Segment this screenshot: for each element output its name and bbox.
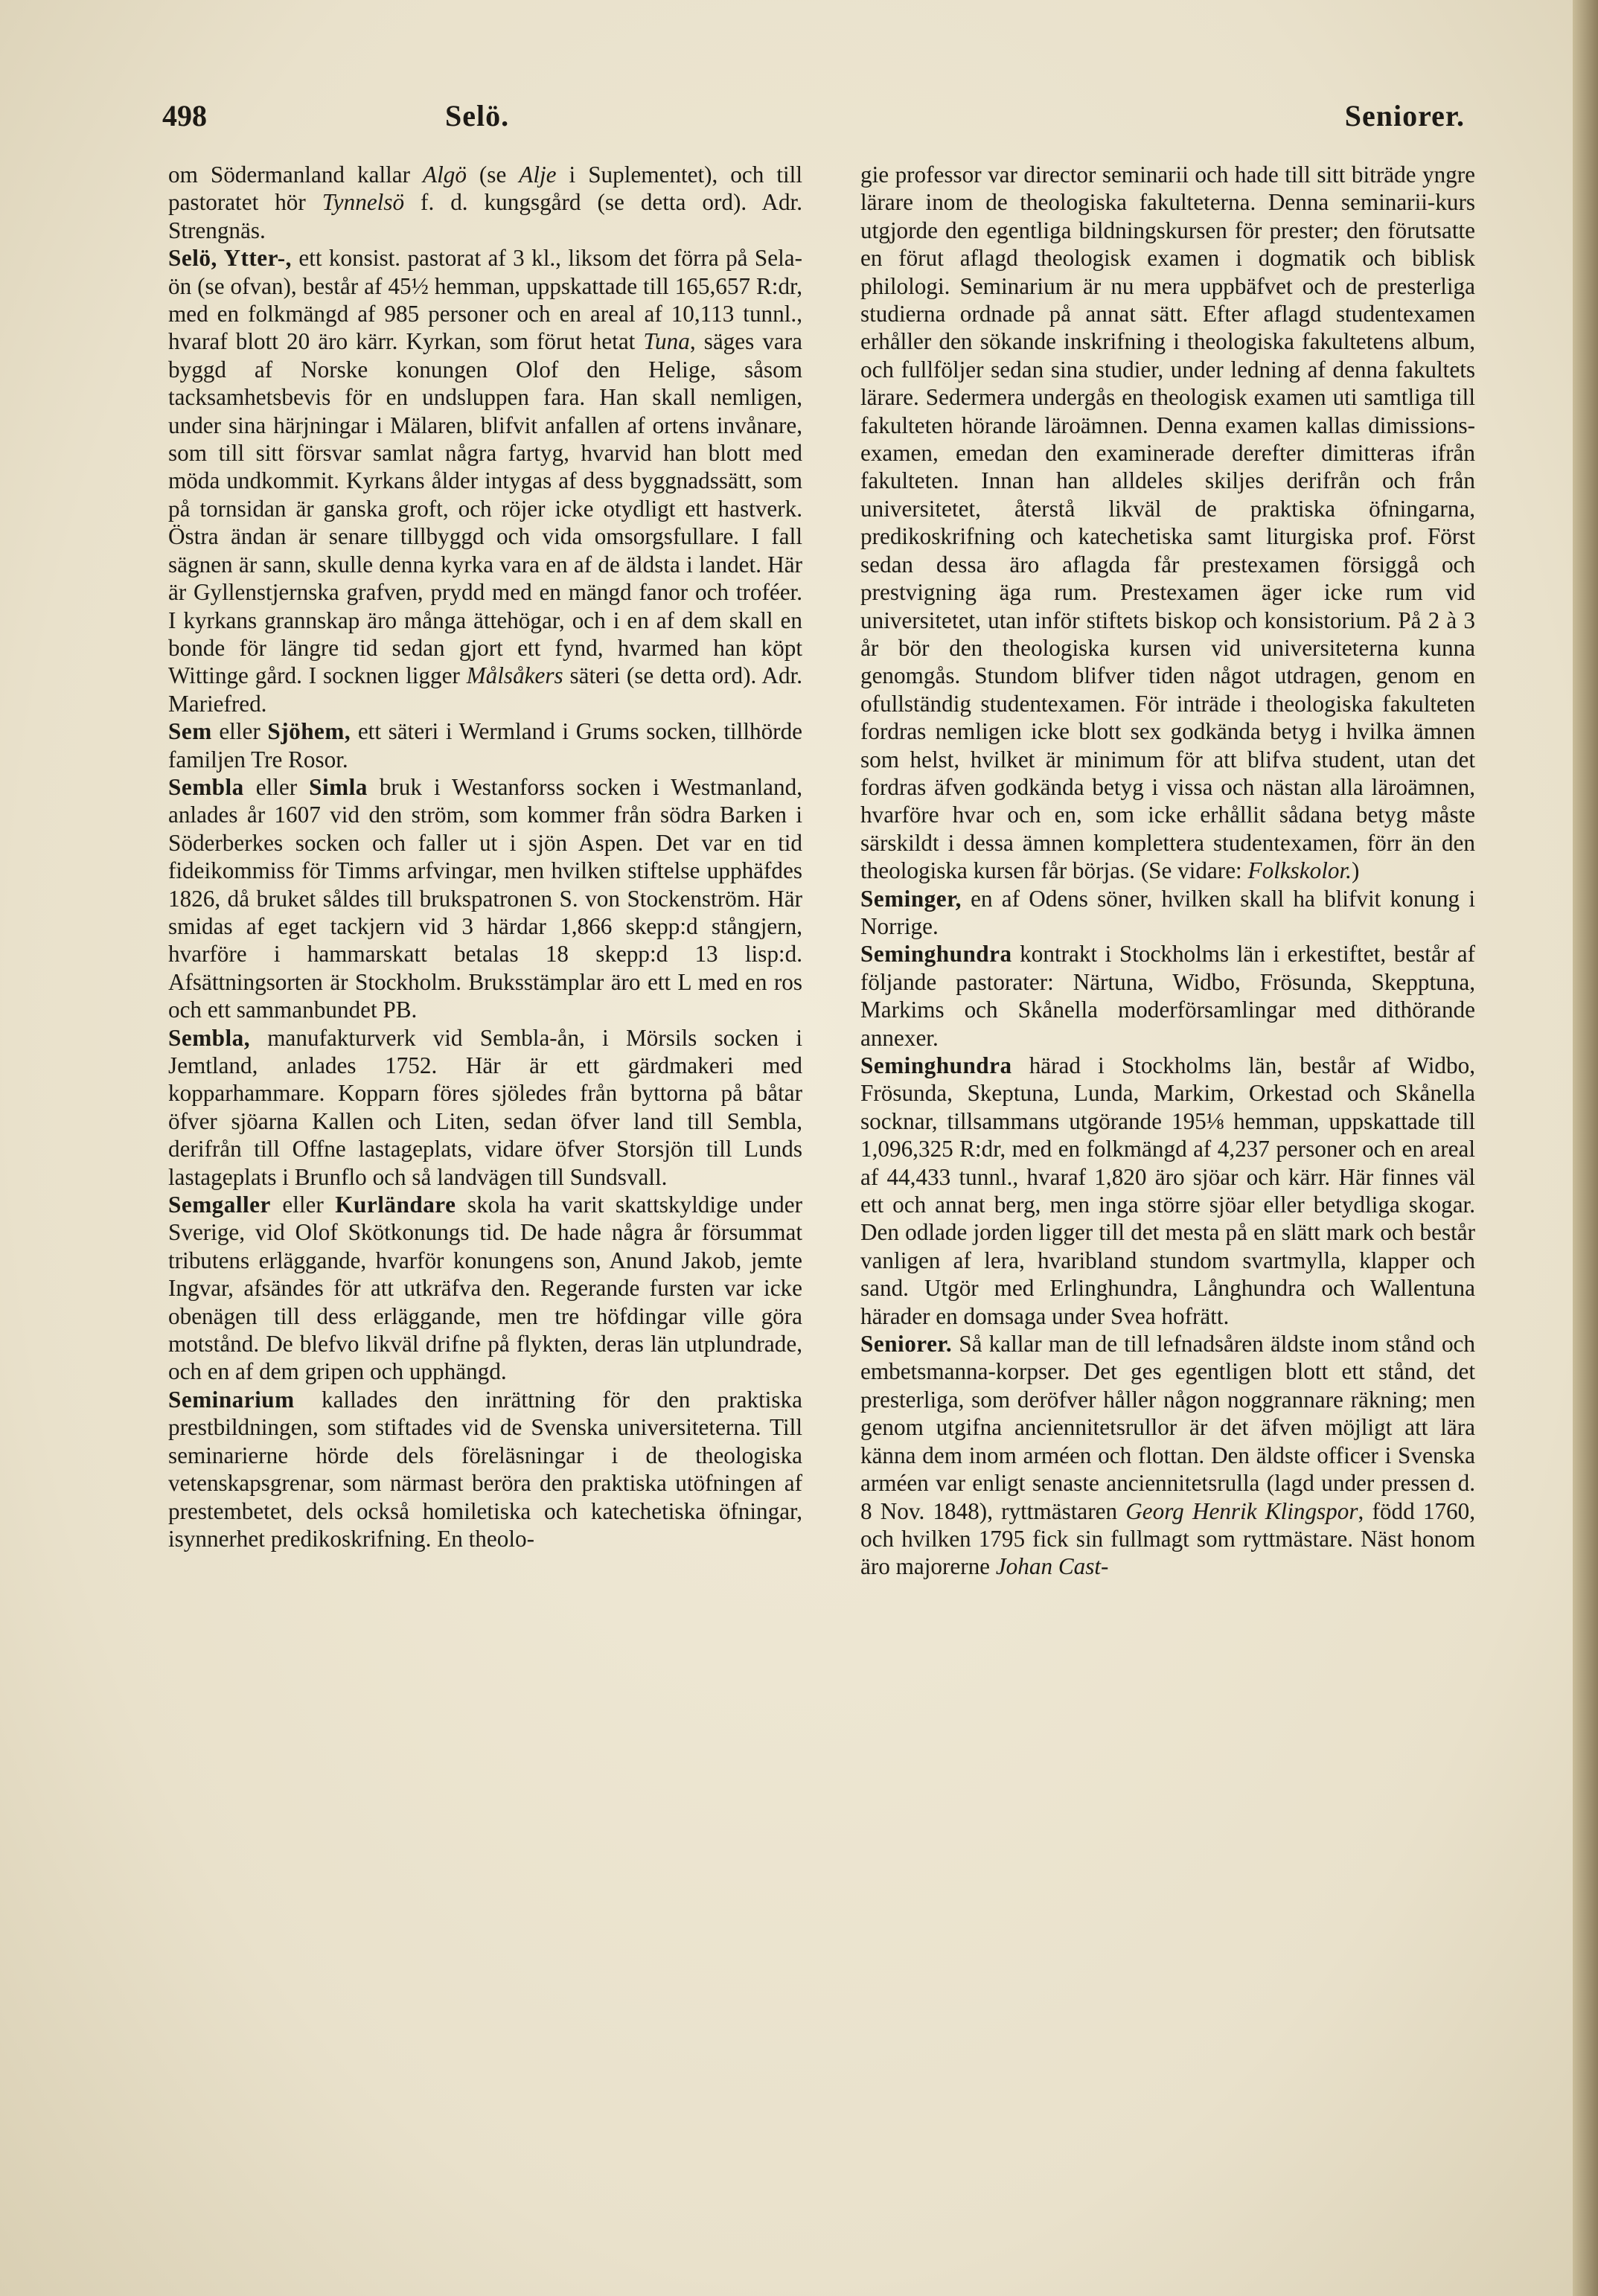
article-entry — [168, 1386, 802, 1552]
page-header — [162, 98, 1465, 143]
italic-text: Johan Cast- — [995, 1553, 1109, 1580]
entry-text: gie professor var director seminarii och hade till sitt biträde yngre lärare inom de theologiska fakulteterna. Denna seminarii-kurs utgjorde den egentliga bildningskursen för prester; den förutsatte en förut aflagd theologisk examen i dogmatik och biblisk philologi. Seminarium är nu mera uppbäfvet och de presterliga studierna ordnade på annat sätt. Efter aflagd studentexamen erhåller den sökande inskrifning i theologiska fakultetens album, och fullföljer sedan sina studier, under ledning af denna fakultets lärare. Sedermera undergås en theologisk examen uti samtliga till fakulteten hörande läroämnen. Denna examen kallas dimissions-examen, emedan den examinerade derefter dimitteras ifrån fakulteten. Innan han alldeles skiljes derifrån och från universitetet, återstå likväl de praktiska öfningarna, predikoskrifning och katechetiska samt liturgiska prof. Först sedan dessa äro aflagda får prestexamen försiggå och prestvigning äga rum. Prestexamen äger icke rum vid universitetet, utan inför stiftets biskop och konsistorium. På 2 à 3 år bör den theologiska kursen vid universiteterna kunna genomgås. Stundom blifver tiden något utdragen, genom en ofullständig studentexamen. För inträde i theologiska fakulteten fordras nemligen icke blott sex godkända betyg i hvilka ämnen som helst, hvilket är minimum för att blifva student, utan det fordras äfven godkända betyg i vissa och nästan alla läroämnen, hvarföre hvar och en, som icke erhållit sådana betyg måste särskildt i dessa ämnen komplettera studentexamen, förr än den theologiska kursen får börjas. (Se vidare: — [860, 162, 1475, 884]
entry-text: kallades den inrättning för den praktiska prestbildningen, som stiftades vid de Svenska universiteterna. Till seminarierne hörde dels föreläsningar i de theologiska vetenskapsgrenar, som närmast beröra den praktiska utöfningen af prestembetet, dels också homiletiska och katechetiska öfningar, isynnerhet predikoskrifning. En theolo- — [168, 1386, 802, 1552]
article-entry — [860, 1052, 1475, 1330]
entry-text: eller — [270, 1192, 336, 1218]
entry-text: eller — [211, 718, 268, 745]
entry-text: ett konsist. pastorat af 3 kl., liksom det förra på Sela-ön (se ofvan), består af 45½ hemman, uppskattade till 165,657 R:dr, med en folkmängd af 985 personer och en areal af 10,113 tunnl., hvaraf blott 20 äro kärr. Kyrkan, som förut hetat — [168, 245, 802, 355]
headword: Sembla, — [168, 1024, 251, 1051]
italic-text: Georg Henrik Klingspor — [1125, 1497, 1358, 1524]
headword: Simla — [309, 773, 368, 800]
article-entry — [168, 244, 802, 717]
article-entry — [860, 1330, 1475, 1581]
page-number: 498 — [162, 99, 207, 132]
headword: Sem — [168, 718, 212, 745]
entry-text: manufakturverk vid Sembla-ån, i Mörsils socken i Jemtland, anlades 1752. Här är ett gärdmakeri med kopparhammare. Kopparn föres sjöledes från byttorna på båtar öfver sjöarna Kallen och Liten, sedan öfver land till Sembla, derifrån till Offne lastageplats, vidare öfver Storsjön till Lunds lastageplats i Brunflo och så landvägen till Sundsvall. — [168, 1024, 802, 1190]
headword: Selö, Ytter-, — [168, 245, 292, 272]
article-entry — [168, 773, 802, 1024]
article-entry — [168, 161, 802, 244]
left-column — [168, 161, 802, 1552]
article-entry — [168, 1024, 802, 1191]
left-running-head: Selö. — [445, 99, 510, 132]
entry-text: härad i Stockholms län, består af Widbo, Frösunda, Skeptuna, Lunda, Markim, Orkestad och Skånella socknar, tillsammans utgörande 195⅛ hemman, uppskattade till 1,096,325 R:dr, med en folkmängd af 4,237 personer och en areal af 44,433 tunnl., hvaraf 1,820 äro sjöar och kärr. Här finnes väl ett och annat berg, men inga större sjöar eller betydliga skogar. Den odlade jorden ligger till det mesta på en slätt mark och består vanligen af lera, hvaribland stundom svartmylla, klapper och sand. Utgör med Erlinghundra, Långhundra och Wallentuna härader en domsaga under Svea hofrätt. — [860, 1052, 1475, 1329]
entry-text: , född 1760, och hvilken 1795 fick sin fullmagt som ryttmästare. Näst honom äro majorerne — [860, 1497, 1476, 1580]
italic-text: Algö — [423, 162, 467, 188]
italic-text: Alje — [519, 162, 557, 188]
entry-text: i Suplementet), och till pastoratet hör — [168, 162, 802, 216]
italic-text: Tynnelsö — [322, 189, 405, 216]
headword: Sjöhem, — [267, 718, 351, 745]
headword: Seminarium — [168, 1386, 295, 1413]
italic-text: Tuna — [643, 328, 690, 355]
entry-text: om Södermanland kallar — [168, 162, 424, 188]
entry-text: (se — [466, 162, 520, 188]
article-entry — [168, 1191, 802, 1386]
entry-text: skola ha varit skattskyldige under Sverige, vid Olof Skötkonungs tid. De hade några år försummat tributens erläggande, hvarför konungens son, Anund Jakob, jemte Ingvar, afsändes för att utkräfva den. Regerande fursten var icke obenägen till dess erläggande, men tre höfdingar ville göra motstånd. De blefvo likväl drifne på flykten, deras län utplundrade, och en af dem gripen och upphängd. — [168, 1192, 802, 1385]
entry-text: ) — [1351, 857, 1360, 884]
page-edge-shadow — [1573, 0, 1598, 2296]
headword: Seminghundra — [860, 941, 1012, 968]
right-running-head: Seniorer. — [1344, 99, 1465, 132]
article-entry — [860, 161, 1475, 885]
entry-text: ett säteri i Wermland i Grums socken, tillhörde familjen Tre Rosor. — [168, 718, 802, 773]
headword: Semgaller — [168, 1192, 271, 1218]
article-entry — [860, 940, 1475, 1052]
headword: Sembla — [168, 773, 244, 800]
entry-text: en af Odens söner, hvilken skall ha blifvit konung i Norrige. — [860, 885, 1475, 939]
italic-text: Folkskolor. — [1247, 857, 1352, 884]
article-entry — [168, 717, 802, 773]
headword: Kurländare — [335, 1192, 456, 1218]
entry-text: eller — [243, 773, 310, 800]
italic-text: Målsåkers — [466, 662, 563, 689]
entry-text: f. d. kungsgård (se detta ord). Adr. Strengnäs. — [168, 189, 802, 243]
headword: Seniorer. — [860, 1331, 953, 1358]
headword: Seminger, — [860, 885, 962, 912]
entry-text: Så kallar man de till lefnadsåren äldste inom stånd och embetsmanna-korpser. Det ges egentligen blott ett stånd, det presterliga, som deröfver håller någon noggrannare räkning; men genom utgifna anciennitetsrullor är det äfven möjligt att lära känna dem inom arméen och flottan. Den äldste officer i Svenska arméen var enligt senaste anciennitetsrulla (lagd under pressen d. 8 Nov. 1848), ryttmästaren — [860, 1331, 1475, 1524]
headword: Seminghundra — [860, 1052, 1012, 1078]
entry-text: kontrakt i Stockholms län i erkestiftet, består af följande pastorater: Närtuna, Widbo, Frösunda, Skepptuna, Markims och Skånella moderförsamlingar med dithörande annexer. — [860, 941, 1475, 1051]
entry-text: säteri (se detta ord). Adr. Mariefred. — [168, 662, 803, 717]
right-column — [860, 161, 1475, 1581]
article-entry — [860, 885, 1475, 941]
entry-text: , säges vara byggd af Norske konungen Olof den Helige, såsom tacksamhetsbevis för en undsluppen fara. Han skall nemligen, under sina härjningar i Mälaren, blifvit anfallen af ortens invånare, som till sitt försvar samlat några fartyg, hvarvid han blott med möda undkommit. Kyrkans ålder intygas af dess byggnadssätt, som på tornsidan är ganska groft, och röjer icke otydligt ett hastverk. Östra ändan är senare tillbyggd och vida omsorgsfullare. I fall sägnen är sann, skulle denna kyrka vara en af de äldsta i landet. Här är Gyllenstjernska grafven, prydd med en mängd fanor och troféer. I kyrkans grannskap äro många ättehögar, och i en af dem skall en bonde för längre tid sedan gjort ett fynd, hvarmed han köpt Wittinge gård. I socknen ligger — [168, 328, 803, 689]
entry-text: bruk i Westanforss socken i Westmanland, anlades år 1607 vid den ström, som kommer från södra Barken i Söderberkes socken och faller ut i sjön Aspen. Det var en tid fideikommiss för Timms arfvingar, men hvilken stiftelse upphäfdes 1826, då bruket såldes till brukspatronen S. von Stockenström. Här smidas af eget tackjern vid 3 härdar 1,866 skepp:d stångjern, hvarföre i hammarskatt betalas 18 skepp:d 13 lisp:d. Afsättningsorten är Stockholm. Bruksstämplar äro ett L med en ros och ett sammanbundet PB. — [168, 773, 803, 1023]
